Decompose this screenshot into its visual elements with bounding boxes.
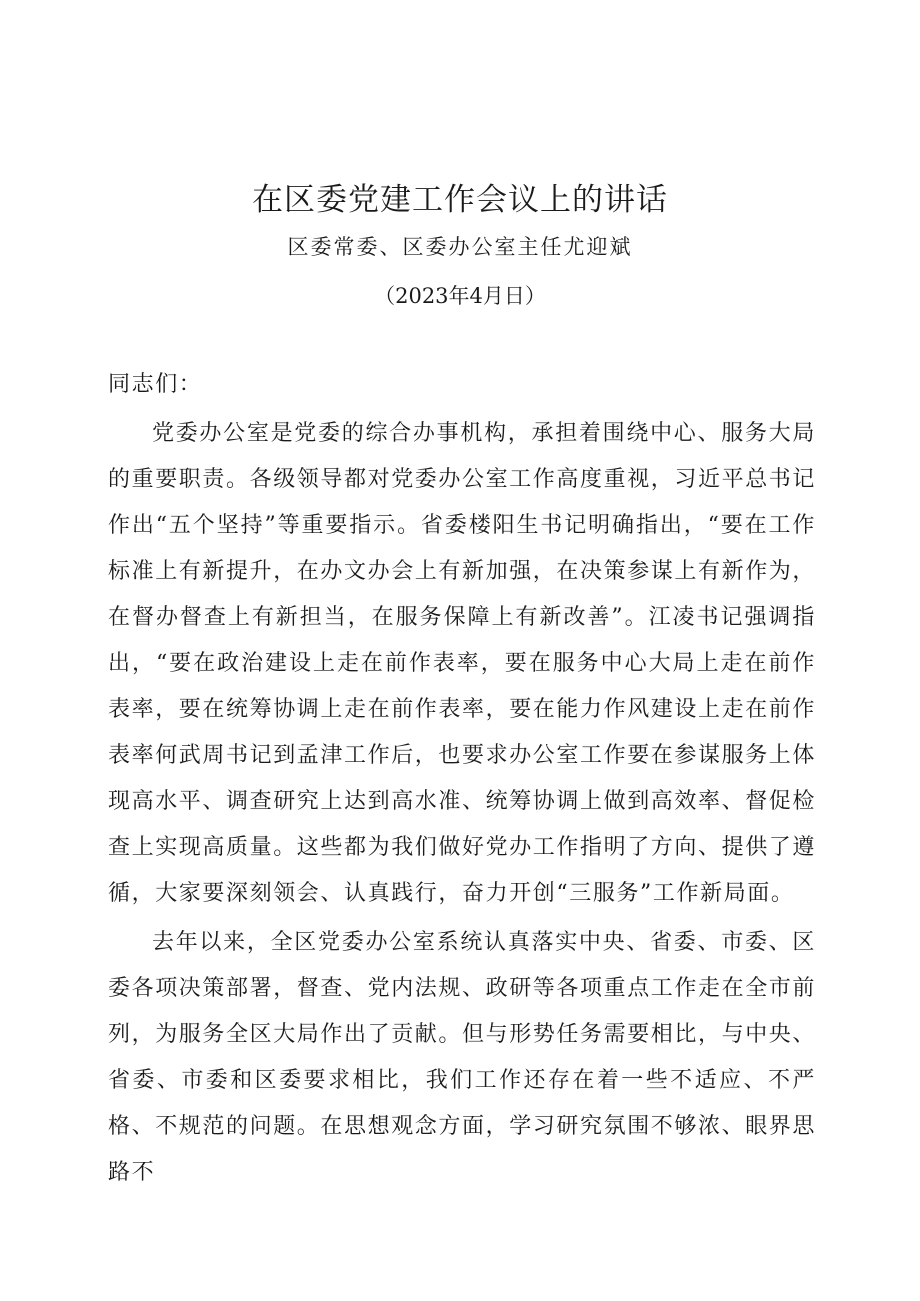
speech-body — [108, 362, 816, 1199]
speaker-line: 区委常委、区委办公室主任尤迎斌 — [287, 235, 633, 259]
salutation: 同志们： — [108, 372, 203, 397]
speech-date: （2023年4月日） — [374, 284, 546, 308]
document-title: 在区委党建工作会议上的讲话 — [252, 182, 668, 218]
paragraph-2: 去年以来，全区党委办公室系统认真落实中央、省委、市委、区委各项决策部署，督查、党内法规、政研等各项重点工作走在全市前列，为服务全区大局作出了贡献。但与形势任务需要相比，与中央、省委、市委和区委要求相比，我们工作还存在着一些不适应、不严格、不规范的问题。在思想观念方面，学习研究氛围不够浓、眼界思路不 — [108, 930, 817, 1185]
paragraph-1: 党委办公室是党委的综合办事机构，承担着围绕中心、服务大局的重要职责。各级领导都对党委办公室工作高度重视，习近平总书记作出“五个坚持”等重要指示。省委楼阳生书记明确指出，“要在工作标准上有新提升，在办文办会上有新加强，在决策参谋上有新作为，在督办督查上有新担当，在服务保障上有新改善”。江凌书记强调指出，“要在政治建设上走在前作表率，要在服务中心大局上走在前作表率，要在统筹协调上走在前作表率，要在能力作风建设上走在前作表率何武周书记到孟津工作后，也要求办公室工作要在参谋服务上体现高水平、调查研究上达到高水准、统筹协调上做到高效率、督促检查上实现高质量。这些都为我们做好党办工作指明了方向、提供了遵循，大家要深刻领会、认真践行，奋力开创“三服务”工作新局面。 — [108, 421, 817, 906]
